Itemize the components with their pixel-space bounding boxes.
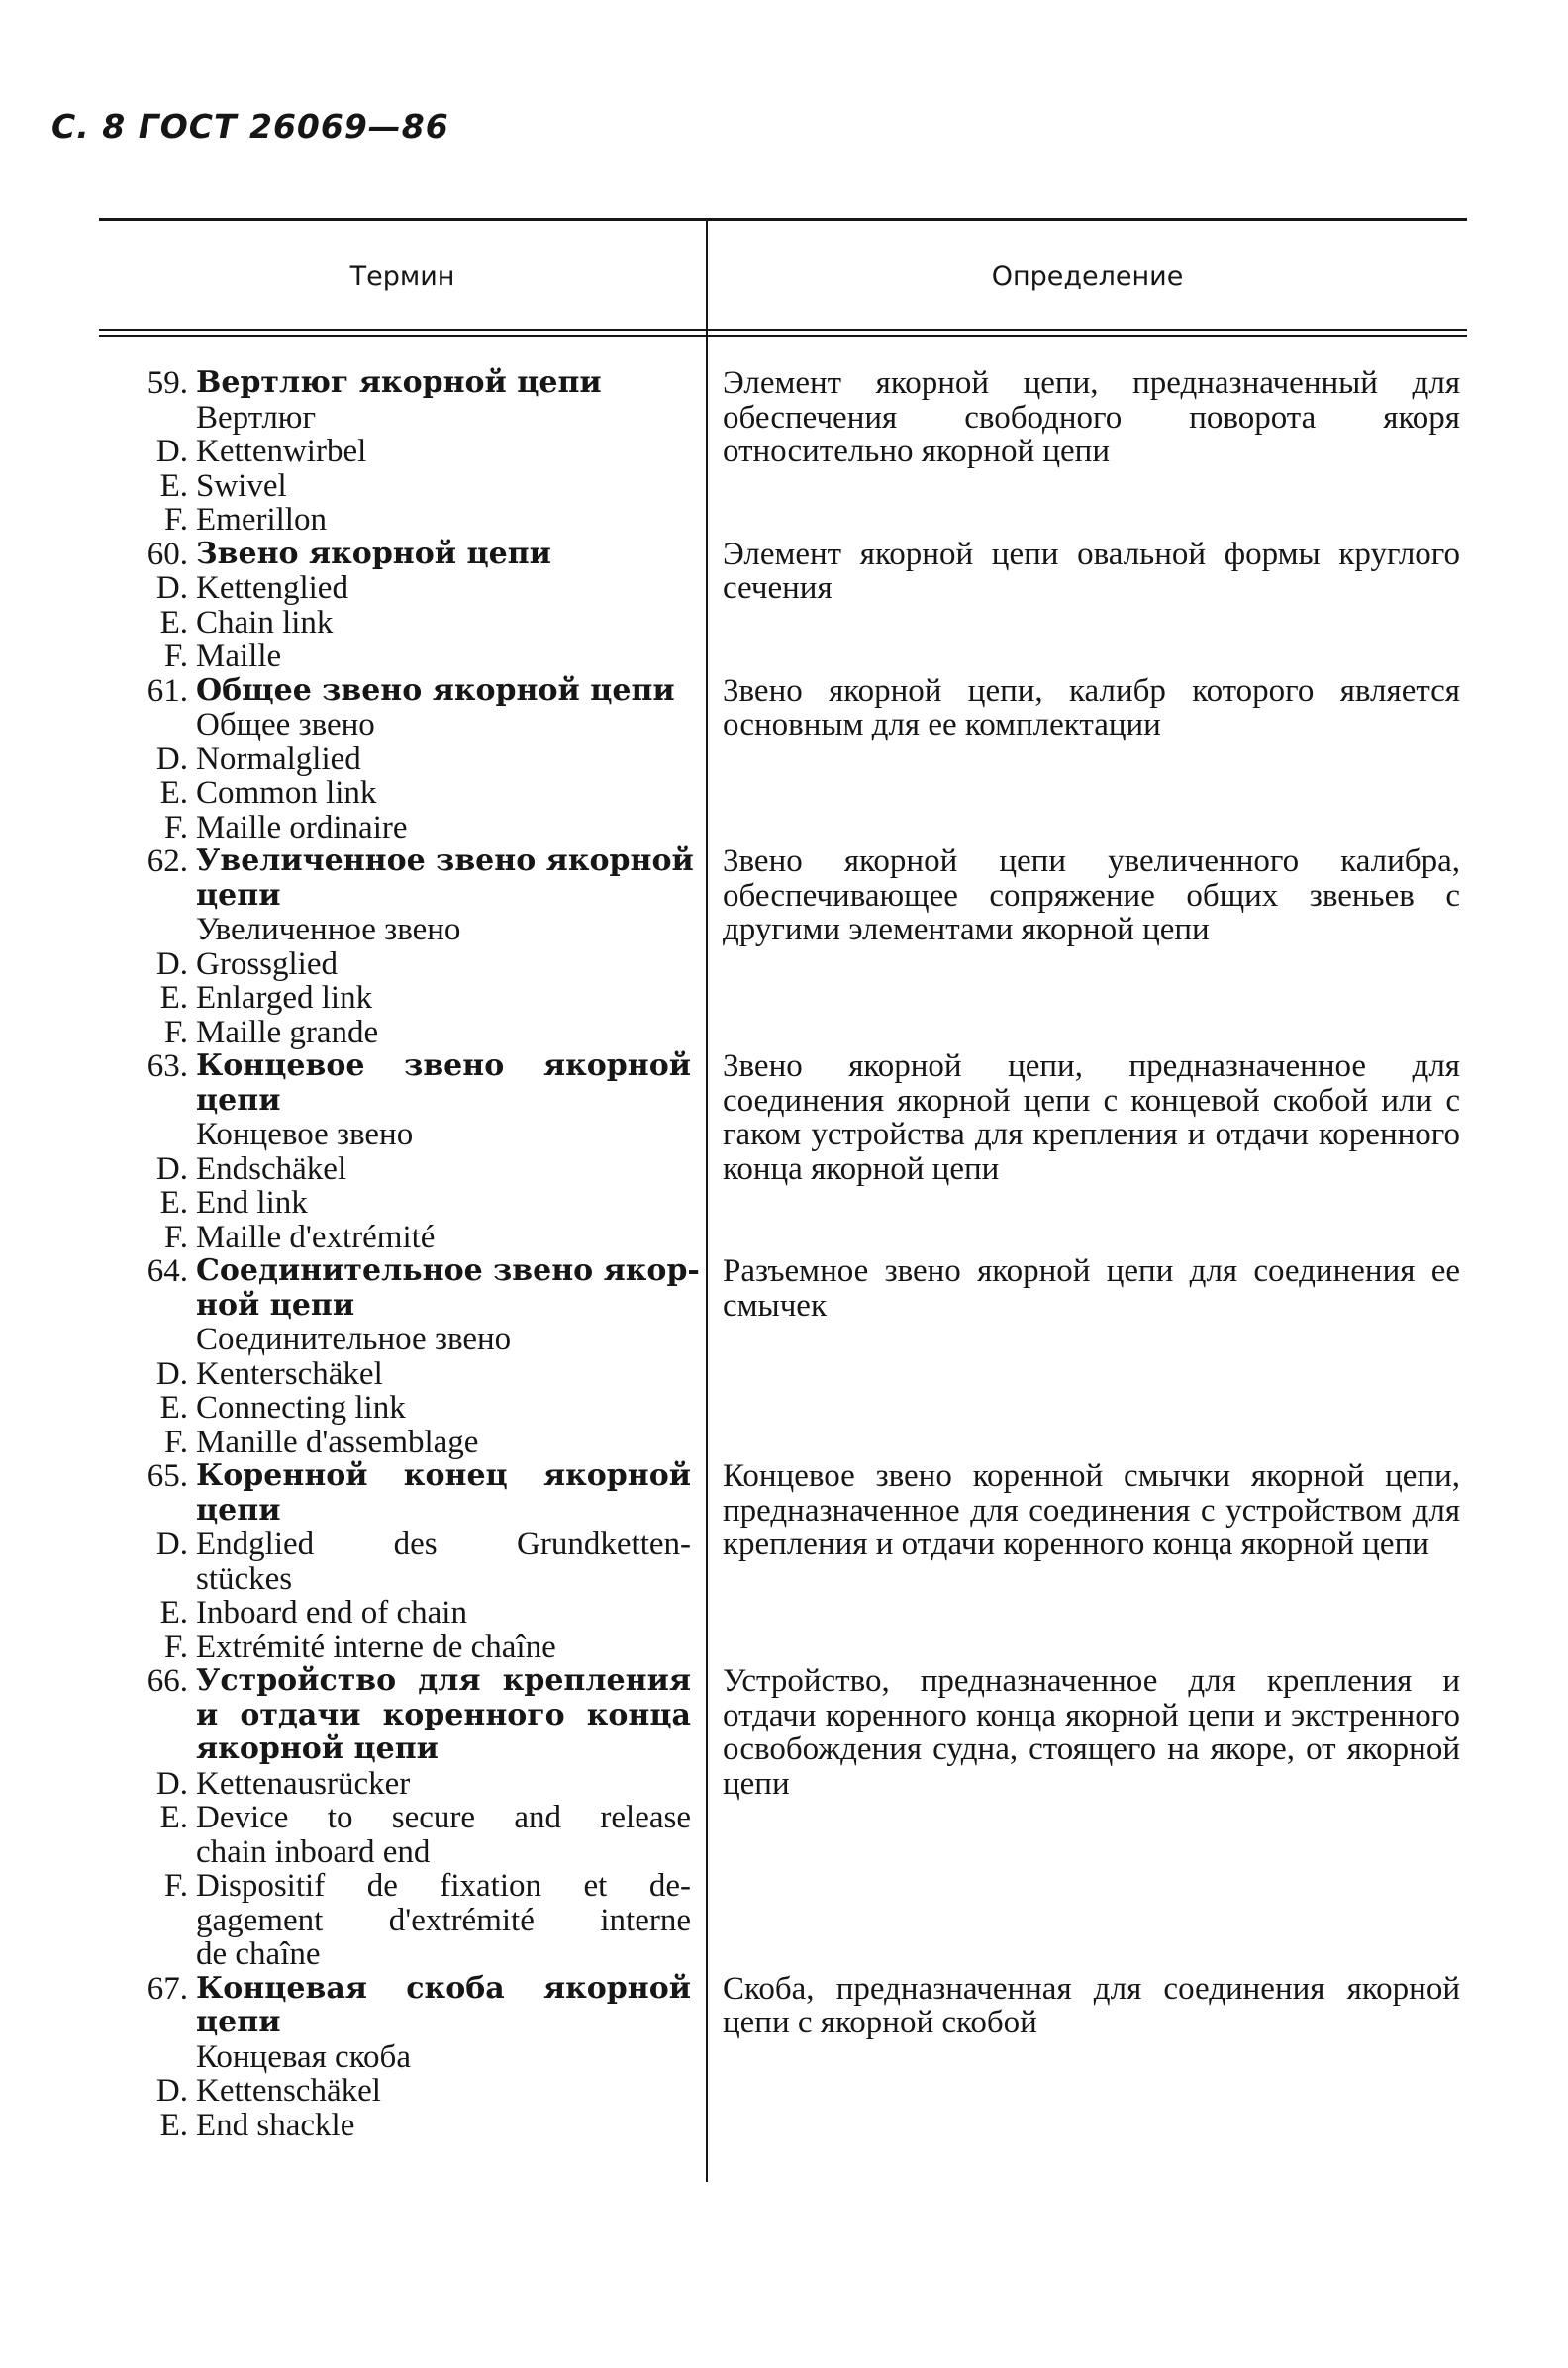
term-equivalent: Swivel [196,467,287,504]
term-definition: Концевое звено коренной смычки якорной цепи, предназначенное для соединения с устройством для крепления и отдачи коренного конца якорной цепи [723,1458,1460,1562]
term-line [117,1596,691,1630]
term-definition: Звено якорной цепи, калибр которого является основным для ее комплектации [723,672,1460,742]
term-prefix: 61. [147,672,188,709]
term-prefix: D. [155,2073,188,2109]
term-definition: Устройство, предназначенное для крепления и отдачи коренного конца якорной цепи и экстренного освобождения судна, стоящего на якоре, от якорной цепи [723,1663,1460,1802]
term-prefix: F. [164,639,188,674]
term-equivalent: Common link [196,775,377,811]
term-equivalent: stückes [196,1560,293,1597]
term-line [117,1459,691,1494]
term-prefix: F. [164,1219,188,1255]
page-header: С. 8 ГОСТ 26069—86 [51,107,449,146]
term-title: цепи [196,2005,281,2039]
term-title: Увеличенное звено якорной [196,843,694,878]
term-equivalent: Kettenglied [196,570,348,606]
term-equivalent: Maille grande [196,1014,379,1050]
term-equivalent: Device to secure and release [196,1800,691,1835]
term-prefix: F. [164,1014,188,1050]
term-line [117,1972,691,2007]
term-line [117,1357,691,1392]
term-entry [0,1049,1568,1254]
term-equivalent: Normalglied [196,740,361,777]
term-line [117,1562,691,1597]
term-line [117,1152,691,1187]
term-prefix [117,1937,196,1972]
term-column [117,1049,691,1254]
term-line [117,2074,691,2109]
term-line [117,538,691,572]
term-definition: Звено якорной цепи, предназначенное для соединения якорной цепи с концевой скобой или с гаком устройства для крепления и отдачи коренного конца якорной цепи [723,1048,1460,1187]
column-header-term: Термин [349,261,455,292]
term-definition: Звено якорной цепи увеличенного калибра, обеспечивающее сопряжение общих звеньев с другими элементами якорной цепи [723,843,1460,947]
term-prefix [117,1904,196,1938]
term-line [117,503,691,538]
term-prefix: D. [155,1150,188,1187]
term-title: Соединительное звено якор- [196,1253,700,1288]
term-title: цепи [196,1082,281,1118]
term-equivalent: gagement d'extrémité interne [196,1902,691,1938]
term-line [117,366,691,401]
column-header-definition: Определение [991,261,1184,292]
term-equivalent: Dispositif de fixation et de- [196,1868,691,1904]
term-entry [0,366,1568,538]
term-equivalent: Вертлюг [196,399,316,436]
table-top-rule [99,218,1467,221]
term-prefix: D. [155,570,188,606]
term-equivalent: Kettenausrücker [196,1765,411,1802]
term-line [117,1494,691,1529]
term-prefix [117,2006,196,2040]
term-equivalent: Общее звено [196,707,375,742]
term-prefix [117,1699,196,1733]
term-line [117,742,691,777]
term-prefix [117,401,196,436]
term-prefix [117,1562,196,1597]
term-line [117,1323,691,1357]
term-prefix: D. [155,1765,188,1802]
term-line [117,1699,691,1733]
term-line [117,2040,691,2075]
term-line [117,1289,691,1324]
term-prefix: D. [155,1527,188,1562]
term-equivalent: Manille d'assemblage [196,1424,479,1460]
term-line [117,776,691,811]
term-equivalent: End shackle [196,2107,355,2143]
header-double-rule-2 [99,335,1467,337]
term-line [117,1221,691,1255]
term-prefix: 66. [147,1663,188,1699]
term-prefix: 64. [147,1253,188,1289]
term-prefix: E. [159,1390,188,1426]
term-line [117,811,691,845]
term-line [117,1426,691,1460]
term-line [117,606,691,641]
term-line [117,1016,691,1050]
term-prefix: E. [159,980,188,1016]
term-line [117,1732,691,1767]
term-column [117,1459,691,1664]
term-entry [0,844,1568,1049]
term-title: ной цепи [196,1287,355,1323]
term-title: якорной цепи [196,1731,439,1766]
term-column [117,366,691,538]
term-column [117,1664,691,1972]
term-prefix: 59. [147,365,188,401]
term-equivalent: Kettenwirbel [196,434,367,469]
term-definition: Скоба, предназначенная для соединения якорной цепи с якорной скобой [723,1970,1460,2040]
terms-table-body [0,366,1568,2142]
term-line [117,981,691,1016]
term-line [117,1528,691,1562]
term-equivalent: chain inboard end [196,1833,431,1870]
term-prefix [117,2040,196,2075]
term-line [117,1391,691,1426]
term-line [117,879,691,914]
term-prefix: E. [159,1800,188,1835]
term-line [117,1664,691,1699]
term-equivalent: Inboard end of chain [196,1595,467,1630]
term-prefix: F. [164,1628,188,1665]
term-equivalent: Концевая скоба [196,2038,411,2075]
term-line [117,435,691,469]
term-column [117,674,691,845]
term-equivalent: End link [196,1185,308,1221]
term-line [117,2006,691,2040]
term-entry [0,1972,1568,2143]
term-prefix [117,1084,196,1119]
term-title: Коренной конец якорной [196,1458,691,1493]
term-definition: Разъемное звено якорной цепи для соединения ее смычек [723,1253,1460,1324]
term-definition: Элемент якорной цепи овальной формы круглого сечения [723,536,1460,606]
term-line [117,1630,691,1665]
term-line [117,1118,691,1152]
term-title: Вертлюг якорной цепи [196,365,602,400]
term-equivalent: Maille ordinaire [196,809,408,845]
term-line [117,1186,691,1221]
term-equivalent: Grossglied [196,945,338,982]
term-prefix: D. [155,740,188,777]
term-equivalent: Chain link [196,604,334,641]
term-entry [0,1459,1568,1664]
term-prefix [117,708,196,742]
term-entry [0,538,1568,674]
term-line [117,1049,691,1084]
term-line [117,401,691,436]
term-equivalent: Connecting link [196,1390,406,1426]
term-prefix: 63. [147,1048,188,1084]
term-title: Концевая скоба якорной [196,1970,691,2006]
term-prefix: 60. [147,536,188,572]
term-prefix: F. [164,1868,188,1904]
header-double-rule-1 [99,329,1467,331]
term-prefix [117,1118,196,1152]
term-column [117,538,691,674]
term-prefix [117,1835,196,1870]
term-title: Звено якорной цепи [196,536,551,571]
term-prefix [117,1732,196,1767]
term-title: Устройство для крепления [196,1663,691,1698]
term-line [117,843,694,879]
term-line [117,947,691,982]
term-prefix [117,1323,196,1357]
term-prefix: D. [155,1355,188,1392]
term-entry [0,1664,1568,1972]
term-line [117,469,691,504]
term-prefix: E. [159,775,188,811]
term-prefix [117,879,196,914]
term-line [117,1253,700,1289]
term-equivalent: Соединительное звено [196,1322,512,1357]
term-column [117,1972,691,2143]
term-title: Концевое звено якорной [196,1048,691,1083]
term-prefix: D. [155,434,188,469]
term-equivalent: Enlarged link [196,980,373,1016]
term-equivalent: Maille d'extrémité [196,1219,436,1255]
term-prefix: E. [159,2107,188,2143]
term-line [117,674,691,709]
term-entry [0,1254,1568,1459]
term-line [117,640,691,674]
term-line [117,571,691,606]
term-prefix: F. [164,502,188,538]
term-equivalent: Концевое звено [196,1117,414,1152]
term-prefix [117,1494,196,1529]
term-prefix: E. [159,604,188,641]
term-prefix: E. [159,467,188,504]
term-line [117,2109,691,2143]
term-equivalent: Emerillon [196,502,327,538]
term-line [117,1937,691,1972]
term-prefix [117,1289,196,1324]
term-line [117,1835,691,1870]
term-title: цепи [196,1492,281,1528]
term-prefix: 65. [147,1458,188,1494]
term-equivalent: de chaîne [196,1936,321,1972]
term-line [117,1904,691,1938]
term-prefix: E. [159,1185,188,1221]
term-equivalent: Endschäkel [196,1150,347,1187]
term-line [117,1869,691,1904]
term-title: цепи [196,877,281,913]
term-prefix: 67. [147,1970,188,2007]
term-definition: Элемент якорной цепи, предназначенный для обеспечения свободного поворота якоря относительно якорной цепи [723,365,1460,469]
term-prefix: E. [159,1595,188,1630]
term-line [117,708,691,742]
term-equivalent: Endglied des Grundketten- [196,1527,691,1562]
term-equivalent: Kenterschäkel [196,1355,383,1392]
term-line [117,1084,691,1119]
term-equivalent: Увеличенное звено [196,912,461,947]
term-equivalent: Kettenschäkel [196,2073,381,2109]
term-line [117,1801,691,1835]
term-prefix: 62. [147,843,188,879]
term-title: Общее звено якорной цепи [196,672,675,708]
term-line [117,1767,691,1802]
term-prefix [117,913,196,947]
term-column [117,1253,700,1460]
term-equivalent: Maille [196,639,282,674]
term-line [117,913,691,947]
term-title: и отдачи коренного конца [196,1697,691,1732]
term-prefix: D. [155,945,188,982]
term-prefix: F. [164,1424,188,1460]
term-column [117,843,694,1050]
term-entry [0,674,1568,845]
term-prefix: F. [164,809,188,845]
term-equivalent: Extrémité interne de chaîne [196,1628,556,1665]
